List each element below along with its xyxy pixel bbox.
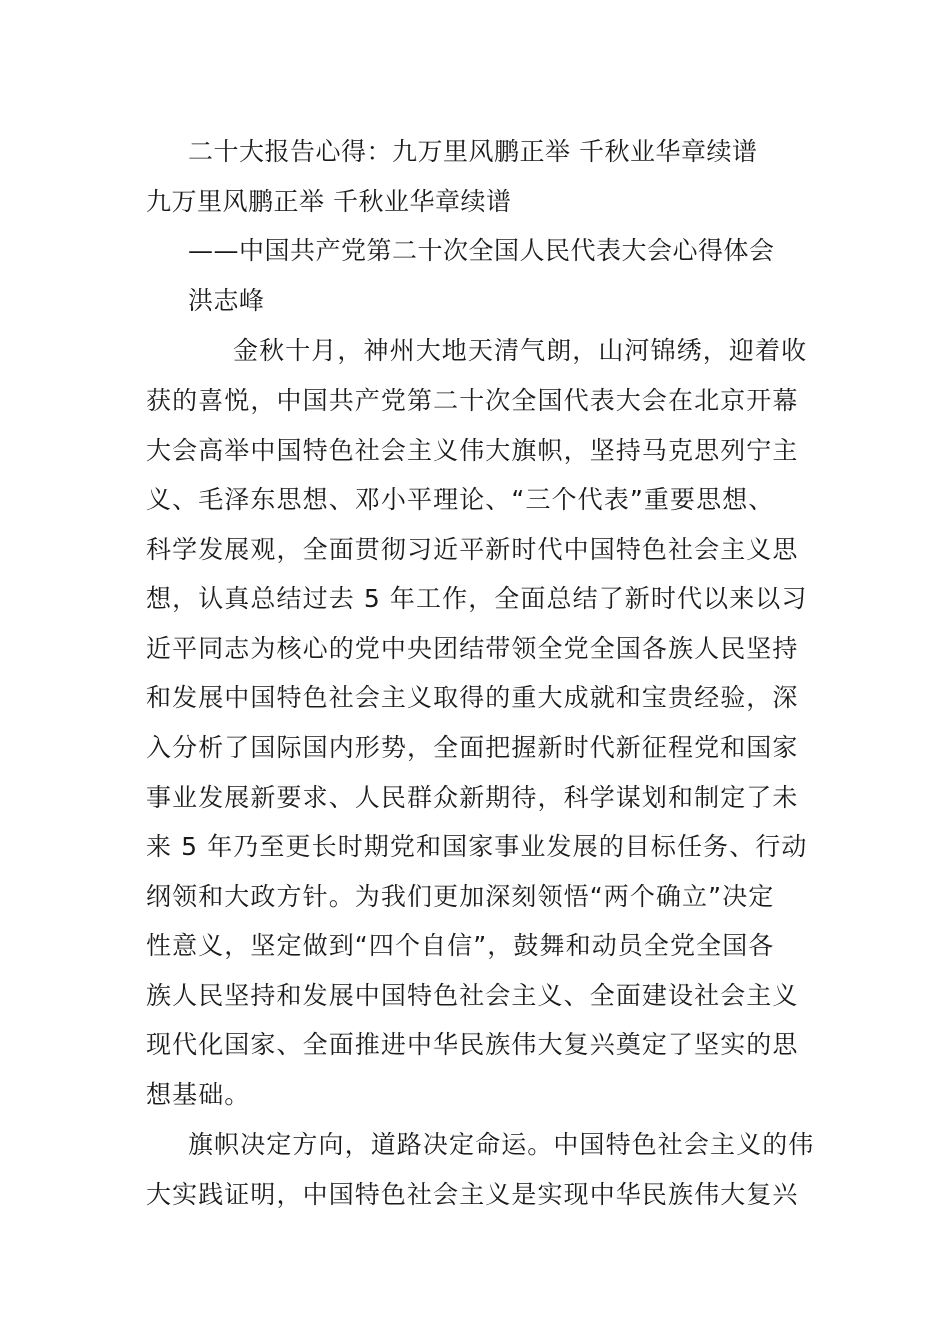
paragraph-2-line: 大实践证明，中国特色社会主义是实现中华民族伟大复兴 (146, 1180, 799, 1209)
paragraph-1-line: 想基础。 (146, 1080, 251, 1109)
paragraph-1-line: 入分析了国际国内形势，全面把握新时代新征程党和国家 (146, 733, 799, 762)
paragraph-1-line: 纲领和大政方针。为我们更加深刻领悟“两个确立”决定 (146, 882, 775, 911)
paragraph-1-line: 大会高举中国特色社会主义伟大旗帜，坚持马克思列宁主 (146, 436, 799, 465)
paragraph-1-line: 科学发展观，全面贯彻习近平新时代中国特色社会主义思 (146, 535, 799, 564)
paragraph-1-line: 和发展中国特色社会主义取得的重大成就和宝贵经验，深 (146, 683, 799, 712)
paragraph-1-line: 义、毛泽东思想、邓小平理论、“三个代表”重要思想、 (146, 485, 775, 514)
paragraph-1-line: 金秋十月，神州大地天清气朗，山河锦绣，迎着收 (233, 336, 808, 365)
paragraph-1-line: 来 5 年乃至更长时期党和国家事业发展的目标任务、行动 (146, 832, 808, 861)
paragraph-1-line: 现代化国家、全面推进中华民族伟大复兴奠定了坚实的思 (146, 1030, 799, 1059)
document-title: 九万里风鹏正举 千秋业华章续谱 (146, 187, 512, 216)
paragraph-1-line: 族人民坚持和发展中国特色社会主义、全面建设社会主义 (146, 981, 799, 1010)
author-name: 洪志峰 (188, 286, 265, 315)
paragraph-1-line: 事业发展新要求、人民群众新期待，科学谋划和制定了未 (146, 783, 799, 812)
paragraph-1-line: 性意义，坚定做到“四个自信”，鼓舞和动员全党全国各 (146, 931, 775, 960)
header-title: 二十大报告心得：九万里风鹏正举 千秋业华章续谱 (188, 137, 758, 166)
document-subtitle: ——中国共产党第二十次全国人民代表大会心得体会 (188, 236, 775, 265)
paragraph-1-line: 近平同志为核心的党中央团结带领全党全国各族人民坚持 (146, 634, 799, 663)
paragraph-2-line: 旗帜决定方向，道路决定命运。中国特色社会主义的伟 (188, 1130, 815, 1159)
paragraph-1-line: 获的喜悦，中国共产党第二十次全国代表大会在北京开幕 (146, 386, 799, 415)
paragraph-1-line: 想，认真总结过去 5 年工作，全面总结了新时代以来以习 (146, 584, 808, 613)
